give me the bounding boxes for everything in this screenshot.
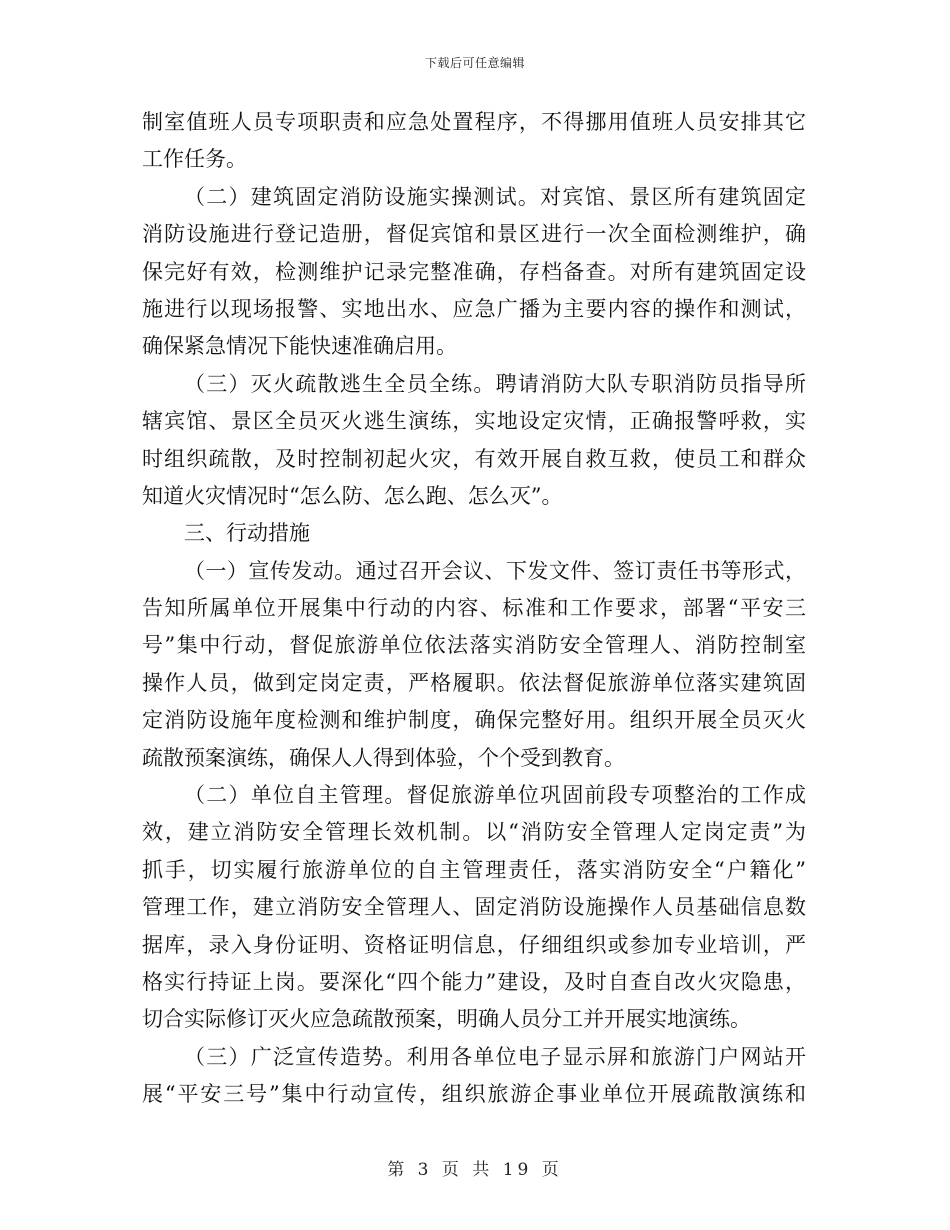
body-line: 确保紧急情况下能快速准确启用。: [142, 334, 457, 359]
body-line: 号”集中行动，督促旅游单位依法落实消防安全管理人、消防控制室: [142, 633, 806, 658]
body-line: （二）建筑固定消防设施实操测试。对宾馆、景区所有建筑固定: [184, 184, 806, 209]
body-line: 消防设施进行登记造册，督促宾馆和景区进行一次全面检测维护，确: [142, 222, 806, 247]
body-line: （三）广泛宣传造势。利用各单位电子显示屏和旅游门户网站开: [184, 1044, 806, 1069]
page-header: 下载后可任意编辑: [424, 56, 525, 70]
body-line: （三）灭火疏散逃生全员全练。聘请消防大队专职消防员指导所: [184, 371, 806, 396]
body-line: 展“平安三号”集中行动宣传，组织旅游企事业单位开展疏散演练和: [142, 1082, 806, 1107]
body-line: 效，建立消防安全管理长效机制。以“消防安全管理人定岗定责”为: [142, 820, 806, 845]
page-footer: 第 3 页 共 19 页: [387, 1160, 563, 1180]
body-line: 施进行以现场报警、实地出水、应急广播为主要内容的操作和测试，: [142, 296, 806, 321]
body-line: 时组织疏散，及时控制初起火灾，有效开展自救互救，使员工和群众: [142, 446, 806, 471]
body-line: 操作人员，做到定岗定责，严格履职。依法督促旅游单位落实建筑固: [142, 670, 806, 695]
body-line: 告知所属单位开展集中行动的内容、标准和工作要求，部署“平安三: [142, 596, 806, 621]
body-line: 知道火灾情况时“怎么防、怎么跑、怎么灭”。: [142, 483, 563, 508]
body-line: 保完好有效，检测维护记录完整准确，存档备查。对所有建筑固定设: [142, 259, 806, 284]
body-line: 抓手，切实履行旅游单位的自主管理责任，落实消防安全“户籍化”: [142, 857, 806, 882]
body-line: （二）单位自主管理。督促旅游单位巩固前段专项整治的工作成: [184, 783, 806, 808]
body-line: 据库，录入身份证明、资格证明信息，仔细组织或参加专业培训，严: [142, 932, 806, 957]
body-line: （一）宣传发动。通过召开会议、下发文件、签订责任书等形式，: [184, 558, 806, 583]
body-line: 格实行持证上岗。要深化“四个能力”建设，及时自查自改火灾隐患，: [142, 969, 806, 994]
body-line: 疏散预案演练，确保人人得到体验，个个受到教育。: [142, 745, 625, 770]
body-line: 切合实际修订灭火应急疏散预案，明确人员分工并开展实地演练。: [142, 1007, 751, 1032]
document-body: [142, 104, 806, 1114]
body-line: 管理工作，建立消防安全管理人、固定消防设施操作人员基础信息数: [142, 895, 806, 920]
body-line: 定消防设施年度检测和维护制度，确保完整好用。组织开展全员灭火: [142, 708, 806, 733]
body-line: 制室值班人员专项职责和应急处置程序，不得挪用值班人员安排其它: [142, 110, 806, 134]
section-heading: 三、行动措施: [184, 521, 310, 546]
body-line: 辖宾馆、景区全员灭火逃生演练，实地设定灾情，正确报警呼救，实: [142, 409, 806, 434]
body-line: 工作任务。: [142, 147, 247, 172]
